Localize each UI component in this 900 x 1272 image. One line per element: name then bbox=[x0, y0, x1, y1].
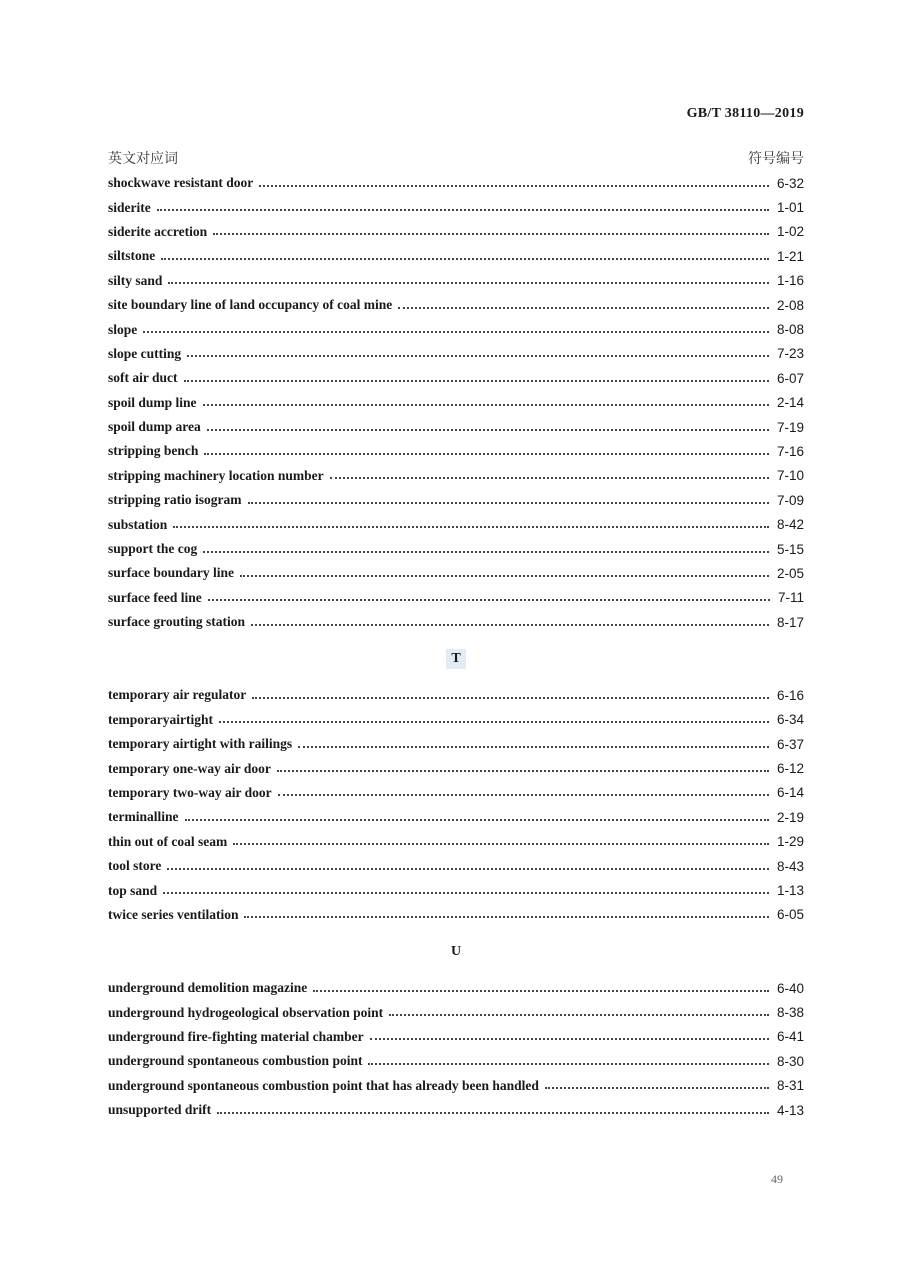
index-entry bbox=[108, 171, 804, 195]
index-entry bbox=[108, 269, 804, 293]
index-list bbox=[108, 171, 804, 1122]
dot-leader bbox=[208, 598, 770, 601]
entry-term: underground hydrogeological observation point bbox=[108, 1004, 384, 1020]
index-entry bbox=[108, 317, 804, 341]
index-entry bbox=[108, 439, 804, 463]
index-entry bbox=[108, 586, 804, 610]
entry-term: spoil dump area bbox=[108, 419, 201, 435]
entry-symbol-number: 6-32 bbox=[776, 175, 804, 191]
index-entry bbox=[108, 708, 804, 732]
standard-code: GB/T 38110—2019 bbox=[686, 106, 804, 121]
entry-term: spoil dump line bbox=[108, 394, 197, 410]
entry-symbol-number: 6-16 bbox=[776, 687, 804, 703]
entry-term: stripping ratio isogram bbox=[108, 492, 242, 508]
entry-symbol-number: 1-02 bbox=[776, 224, 804, 240]
index-entry bbox=[108, 342, 804, 366]
index-entry bbox=[108, 220, 804, 244]
dot-leader bbox=[143, 330, 769, 333]
entry-symbol-number: 6-05 bbox=[776, 907, 804, 923]
entry-symbol-number: 8-43 bbox=[776, 858, 804, 874]
entry-symbol-number: 7-23 bbox=[776, 346, 804, 362]
index-entry bbox=[108, 537, 804, 561]
index-entry bbox=[108, 561, 804, 585]
dot-leader bbox=[213, 232, 769, 235]
dot-leader bbox=[389, 1013, 769, 1016]
index-entry bbox=[108, 512, 804, 536]
entry-term: underground demolition magazine bbox=[108, 980, 308, 996]
entry-term: slope bbox=[108, 321, 138, 337]
index-entry bbox=[108, 1000, 804, 1024]
entry-symbol-number: 1-16 bbox=[776, 273, 804, 289]
section-heading-u bbox=[108, 927, 804, 976]
entry-term: site boundary line of land occupancy of coal mine bbox=[108, 297, 393, 313]
entry-term: temporary air regulator bbox=[108, 687, 247, 703]
dot-leader bbox=[184, 379, 769, 382]
entry-term: siderite accretion bbox=[108, 223, 208, 239]
index-entry bbox=[108, 1025, 804, 1049]
dot-leader bbox=[163, 891, 769, 894]
entry-term: shockwave resistant door bbox=[108, 175, 254, 191]
entry-term: surface boundary line bbox=[108, 565, 235, 581]
index-entry bbox=[108, 805, 804, 829]
entry-symbol-number: 1-01 bbox=[776, 200, 804, 216]
entry-symbol-number: 7-16 bbox=[776, 443, 804, 459]
entry-term: thin out of coal seam bbox=[108, 833, 228, 849]
section-heading-t bbox=[108, 634, 804, 683]
entry-term: temporary one-way air door bbox=[108, 760, 271, 776]
dot-leader bbox=[398, 306, 769, 309]
index-entry bbox=[108, 756, 804, 780]
entry-symbol-number: 2-05 bbox=[776, 565, 804, 581]
dot-leader bbox=[277, 769, 769, 772]
entry-term: substation bbox=[108, 516, 168, 532]
entry-term: temporary two-way air door bbox=[108, 784, 272, 800]
entry-term: silty sand bbox=[108, 272, 163, 288]
dot-leader bbox=[161, 257, 769, 260]
entry-term: siderite bbox=[108, 199, 151, 215]
entry-term: soft air duct bbox=[108, 370, 178, 386]
entry-term: stripping bench bbox=[108, 443, 199, 459]
page-number: 49 bbox=[771, 1172, 783, 1186]
dot-leader bbox=[545, 1086, 769, 1089]
entry-symbol-number: 2-14 bbox=[776, 395, 804, 411]
entry-term: underground fire-fighting material chamber bbox=[108, 1028, 364, 1044]
entry-symbol-number: 6-34 bbox=[776, 712, 804, 728]
index-entry bbox=[108, 293, 804, 317]
entry-term: terminalline bbox=[108, 809, 179, 825]
index-entry bbox=[108, 878, 804, 902]
index-entry bbox=[108, 195, 804, 219]
dot-leader bbox=[244, 915, 769, 918]
index-entry bbox=[108, 391, 804, 415]
index-entry bbox=[108, 683, 804, 707]
dot-leader bbox=[330, 476, 769, 479]
entry-term: twice series ventilation bbox=[108, 906, 239, 922]
index-entry bbox=[108, 244, 804, 268]
entry-term: slope cutting bbox=[108, 345, 182, 361]
entry-symbol-number: 8-30 bbox=[776, 1053, 804, 1069]
index-entry bbox=[108, 464, 804, 488]
entry-symbol-number: 6-37 bbox=[776, 736, 804, 752]
entry-symbol-number: 6-12 bbox=[776, 761, 804, 777]
index-entry bbox=[108, 415, 804, 439]
dot-leader bbox=[313, 989, 769, 992]
dot-leader bbox=[278, 793, 769, 796]
dot-leader bbox=[203, 550, 769, 553]
entry-term: top sand bbox=[108, 882, 158, 898]
entry-term: tool store bbox=[108, 858, 162, 874]
entry-term: underground spontaneous combustion point that has already been handled bbox=[108, 1077, 539, 1093]
column-heading-english-term: 英文对应词 bbox=[108, 151, 178, 167]
index-entry bbox=[108, 488, 804, 512]
entry-symbol-number: 5-15 bbox=[776, 541, 804, 557]
index-entry bbox=[108, 1073, 804, 1097]
index-entry bbox=[108, 830, 804, 854]
dot-leader bbox=[187, 354, 769, 357]
entry-term: underground spontaneous combustion point bbox=[108, 1053, 363, 1069]
index-entry bbox=[108, 610, 804, 634]
entry-term: surface feed line bbox=[108, 589, 202, 605]
entry-term: temporaryairtight bbox=[108, 711, 213, 727]
entry-symbol-number: 1-29 bbox=[776, 834, 804, 850]
entry-symbol-number: 6-40 bbox=[776, 980, 804, 996]
index-entry bbox=[108, 366, 804, 390]
section-letter: T bbox=[446, 649, 465, 669]
dot-leader bbox=[219, 720, 769, 723]
index-entry bbox=[108, 1049, 804, 1073]
entry-symbol-number: 7-19 bbox=[776, 419, 804, 435]
dot-leader bbox=[252, 696, 769, 699]
dot-leader bbox=[368, 1062, 769, 1065]
index-entry bbox=[108, 903, 804, 927]
entry-symbol-number: 8-38 bbox=[776, 1005, 804, 1020]
dot-leader bbox=[157, 208, 769, 211]
entry-term: surface grouting station bbox=[108, 614, 245, 630]
dot-leader bbox=[298, 745, 769, 748]
entry-symbol-number: 8-08 bbox=[776, 322, 804, 338]
entry-symbol-number: 8-31 bbox=[776, 1078, 804, 1094]
index-entry bbox=[108, 976, 804, 1000]
dot-leader bbox=[251, 623, 769, 626]
dot-leader bbox=[248, 501, 769, 504]
dot-leader bbox=[240, 574, 769, 577]
entry-term: stripping machinery location number bbox=[108, 467, 324, 483]
entry-symbol-number: 7-11 bbox=[777, 590, 804, 606]
entry-symbol-number: 2-08 bbox=[776, 297, 804, 313]
entry-symbol-number: 8-17 bbox=[776, 614, 804, 630]
section-letter: U bbox=[450, 943, 462, 959]
entry-symbol-number: 1-13 bbox=[776, 883, 804, 899]
column-heading-symbol-number: 符号编号 bbox=[748, 151, 804, 167]
entry-term: temporary airtight with railings bbox=[108, 736, 293, 752]
dot-leader bbox=[207, 428, 769, 431]
entry-term: unsupported drift bbox=[108, 1102, 212, 1118]
index-entry bbox=[108, 854, 804, 878]
dot-leader bbox=[167, 867, 769, 870]
entry-term: siltstone bbox=[108, 248, 156, 264]
dot-leader bbox=[217, 1111, 769, 1114]
dot-leader bbox=[233, 842, 769, 845]
entry-symbol-number: 6-07 bbox=[776, 370, 804, 386]
index-entry bbox=[108, 732, 804, 756]
entry-symbol-number: 8-42 bbox=[776, 517, 804, 533]
index-entry bbox=[108, 781, 804, 805]
entry-term: support the cog bbox=[108, 541, 198, 557]
dot-leader bbox=[204, 452, 769, 455]
entry-symbol-number: 6-41 bbox=[776, 1029, 804, 1045]
entry-symbol-number: 1-21 bbox=[776, 248, 804, 264]
dot-leader bbox=[203, 403, 769, 406]
dot-leader bbox=[259, 184, 769, 187]
dot-leader bbox=[168, 281, 769, 284]
entry-symbol-number: 7-10 bbox=[776, 468, 804, 484]
entry-symbol-number: 6-14 bbox=[776, 785, 804, 801]
entry-symbol-number: 4-13 bbox=[776, 1102, 804, 1118]
entry-symbol-number: 7-09 bbox=[776, 492, 804, 508]
dot-leader bbox=[173, 525, 769, 528]
dot-leader bbox=[185, 818, 769, 821]
entry-symbol-number: 2-19 bbox=[776, 809, 804, 825]
index-entry bbox=[108, 1098, 804, 1122]
dot-leader bbox=[370, 1037, 769, 1040]
